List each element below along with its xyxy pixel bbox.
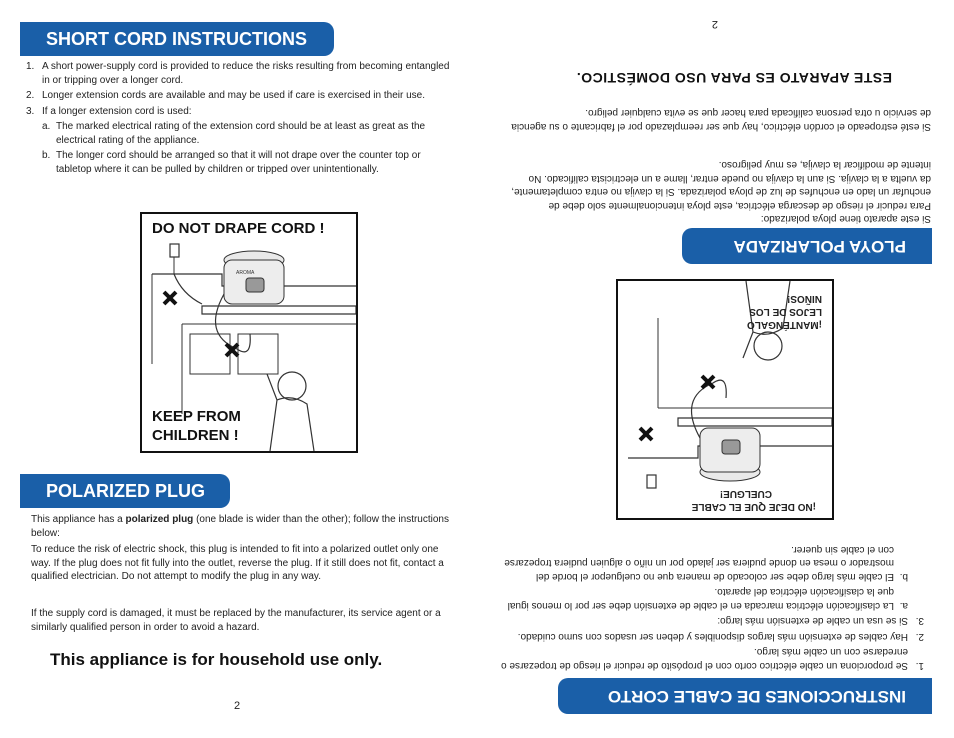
x-mark-icon	[226, 344, 238, 356]
polarized-paragraph: To reduce the risk of electric shock, this plug is intended to fit into a polarized outlet only one way. If the plug does not fit fully into the outlet, reverse the plug. If it still does not fit, contact a qualified electrician. Do not attempt to modify the plug in any way.	[31, 544, 444, 582]
list-item: b. El cable más largo debe ser colocado de manera que no cuelguepor el borde del mostrador o mesa en donde pudiera ser jalado por un niño o alguien pudiera tropezarse con el cable sin querer.	[504, 544, 908, 582]
list-item: 1. A short power-supply cord is provided to reduce the risks resulting from becoming entangled in or tripping over a longer cord.	[26, 61, 450, 86]
list-item: 3. If a longer extension cord is used:	[26, 105, 192, 117]
list-item: a. La clasificación eléctrica marcada en el cable de extensión debe ser por lo menos igual que la clasificación eléctrica del aparato.	[507, 586, 908, 611]
short-cord-banner	[20, 22, 334, 56]
list-item: 2. Longer extension cords are available and may be used if care is exercised in their use.	[26, 90, 425, 101]
short-cord-title: SHORT CORD INSTRUCTIONS	[46, 28, 307, 49]
short-cord-list	[26, 60, 452, 176]
drape-cord-illustration	[140, 212, 358, 453]
page-number: 2	[234, 700, 241, 712]
list-item: a. The marked electrical rating of the extension cord should be at least as great as the electrical rating of the appliance.	[42, 121, 426, 146]
drape-caption: DO NOT DRAPE CORD !	[152, 220, 325, 237]
child-icon	[278, 372, 306, 400]
svg-text:AROMA: AROMA	[236, 270, 255, 276]
list-item: b. The longer cord should be arranged so that it will not drape over the counter top or tabletop where it can be pulled by children or tripped over unintentionally.	[42, 150, 421, 175]
outlet-icon	[647, 475, 656, 488]
keep-caption-2: CHILDREN !	[152, 427, 239, 444]
x-mark-icon	[702, 376, 714, 388]
spanish-page: INSTRUCCIONES DE CABLE CORTO 1. Se proporciona un cable eléctrico corto con el propósito de reducir el riesgo de tropezarse o enredarse con un cable más largo. 2. Hay cables de extensión más largos disponibles y deben ser usados con sumo cuidado. 3. Si se usa un cable de extensión más largo: a. La clasificación eléctrica marcada en el cable de extensión debe ser por lo menos igual que la clasificación eléctrica del aparato. b. El cable más largo debe ser colocado de manera que no cuelguepor el borde del mostrador o mesa en donde pudiera ser jalado por un niño o alguien pudiera tropezarse con el cable sin querer. ¡NO DEJE QUE EL CABLE CUELGUE! ¡MANTÉNGALO LEJOS DE LOS NIÑOS! PLOYA POLARIZADA Si este aparato tiene ploya polarizado: Para reducir el riesgo de descarga eléctrica, este ploya intencionalmente solo debe de enchufar un lado en enchufes de luz de ploya polarizada. Si la clavija no entra completamente, da vuelta a la clavija. Si aun la clavija no puede entrar, llame a un electricista calificado. No intente de modificar la clavija, es muy peligroso. Si esté estropeado el cordón eléctrico, hay que ser reemplazado por el fabricante o su agencia de servicio u otra persona calificada para hacer que se evita cualquier peligro. ESTE APARATO ES PARA USO DOMÉSTICO. 2	[477, 0, 954, 738]
polarized-banner	[20, 474, 230, 508]
keep-caption-1: KEEP FROM	[152, 408, 241, 425]
polarized-intro: This appliance has a polarized plug (one blade is wider than the other); follow the instructions below:	[31, 514, 449, 539]
x-mark-icon	[640, 428, 652, 440]
polarized-banner-es: PLOYA POLARIZADA	[682, 228, 932, 264]
outlet-icon	[170, 244, 179, 257]
list-item: 1. Se proporciona un cable eléctrico corto con el propósito de reducir el riesgo de tropezarse o enredarse con un cable más largo.	[501, 646, 924, 671]
heading-es: ESTE APARATO ES PARA USO DOMÉSTICO.	[576, 70, 892, 86]
damaged-cord-paragraph: If the supply cord is damaged, it must be replaced by the manufacturer, its service agent or a similarly qualified person in order to avoid a hazard.	[31, 608, 441, 633]
short-cord-list-es	[498, 543, 924, 673]
household-notice: This appliance is for household use only.	[50, 650, 383, 669]
short-cord-banner-es: INSTRUCCIONES DE CABLE CORTO	[558, 678, 932, 714]
list-item: 3. Si se usa un cable de extensión más largo:	[717, 615, 924, 627]
child-icon	[754, 332, 782, 360]
drape-cord-illustration-es: ¡NO DEJE QUE EL CABLE CUELGUE! ¡MANTÉNGALO LEJOS DE LOS NIÑOS!	[616, 279, 834, 520]
list-item: 2. Hay cables de extensión más largos disponibles y deben ser usados con sumo cuidado.	[517, 631, 924, 642]
polarized-title: POLARIZED PLUG	[46, 480, 206, 501]
page-number-es: 2	[711, 18, 718, 30]
x-mark-icon	[164, 292, 176, 304]
